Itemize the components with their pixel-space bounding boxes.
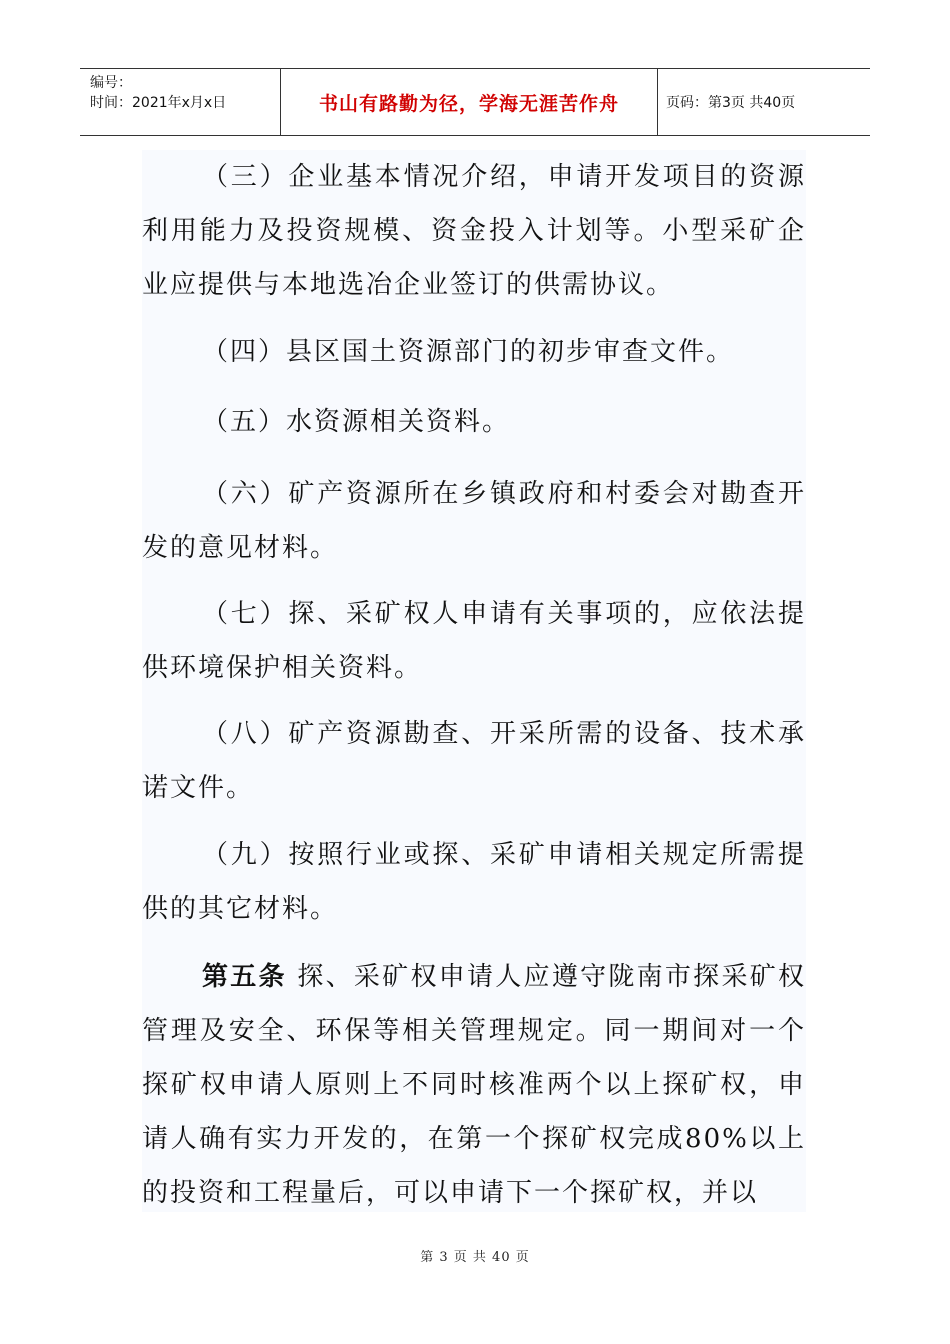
paragraph-item-5: （五）水资源相关资料。: [202, 407, 511, 437]
header-page-info: 页码：第3页 共40页: [666, 95, 796, 111]
document-number-label: 编号：: [90, 75, 132, 91]
paragraph-item-3: （三）企业基本情况介绍，申请开发项目的资源利用能力及投资规模、资金投入计划等。小型采矿企业应提供与本地选冶企业签订的供需协议。: [142, 162, 806, 300]
article-text: 探、采矿权申请人应遵守陇南市探采矿权管理及安全、环保等相关管理规定。同一期间对一个探矿权申请人原则上不同时核准两个以上探矿权，申请人确有实力开发的，在第一个探矿权完成80%以上的投资和工程量后，可以申请下一个探矿权，并以: [142, 962, 806, 1208]
article-title: 第五条: [202, 962, 287, 992]
document-date: 时间：2021年x月x日: [90, 95, 227, 111]
paragraph-item-8: （八）矿产资源勘查、开采所需的设备、技术承诺文件。: [142, 719, 806, 803]
article-paragraph: [142, 950, 806, 1220]
paragraph-item-9: （九）按照行业或探、采矿申请相关规定所需提供的其它材料。: [142, 840, 806, 924]
paragraph-item-6: （六）矿产资源所在乡镇政府和村委会对勘查开发的意见材料。: [142, 479, 806, 563]
header-meta: [80, 69, 281, 135]
page-header: [80, 68, 870, 136]
page-footer: 第 3 页 共 40 页: [420, 1250, 530, 1265]
paragraph-item-4: （四）县区国土资源部门的初步审查文件。: [202, 337, 735, 367]
document-body: [142, 150, 806, 1212]
header-motto: 书山有路勤为径，学海无涯苦作舟: [281, 69, 658, 135]
paragraph-item-7: （七）探、采矿权人申请有关事项的，应依法提供环境保护相关资料。: [142, 599, 806, 683]
